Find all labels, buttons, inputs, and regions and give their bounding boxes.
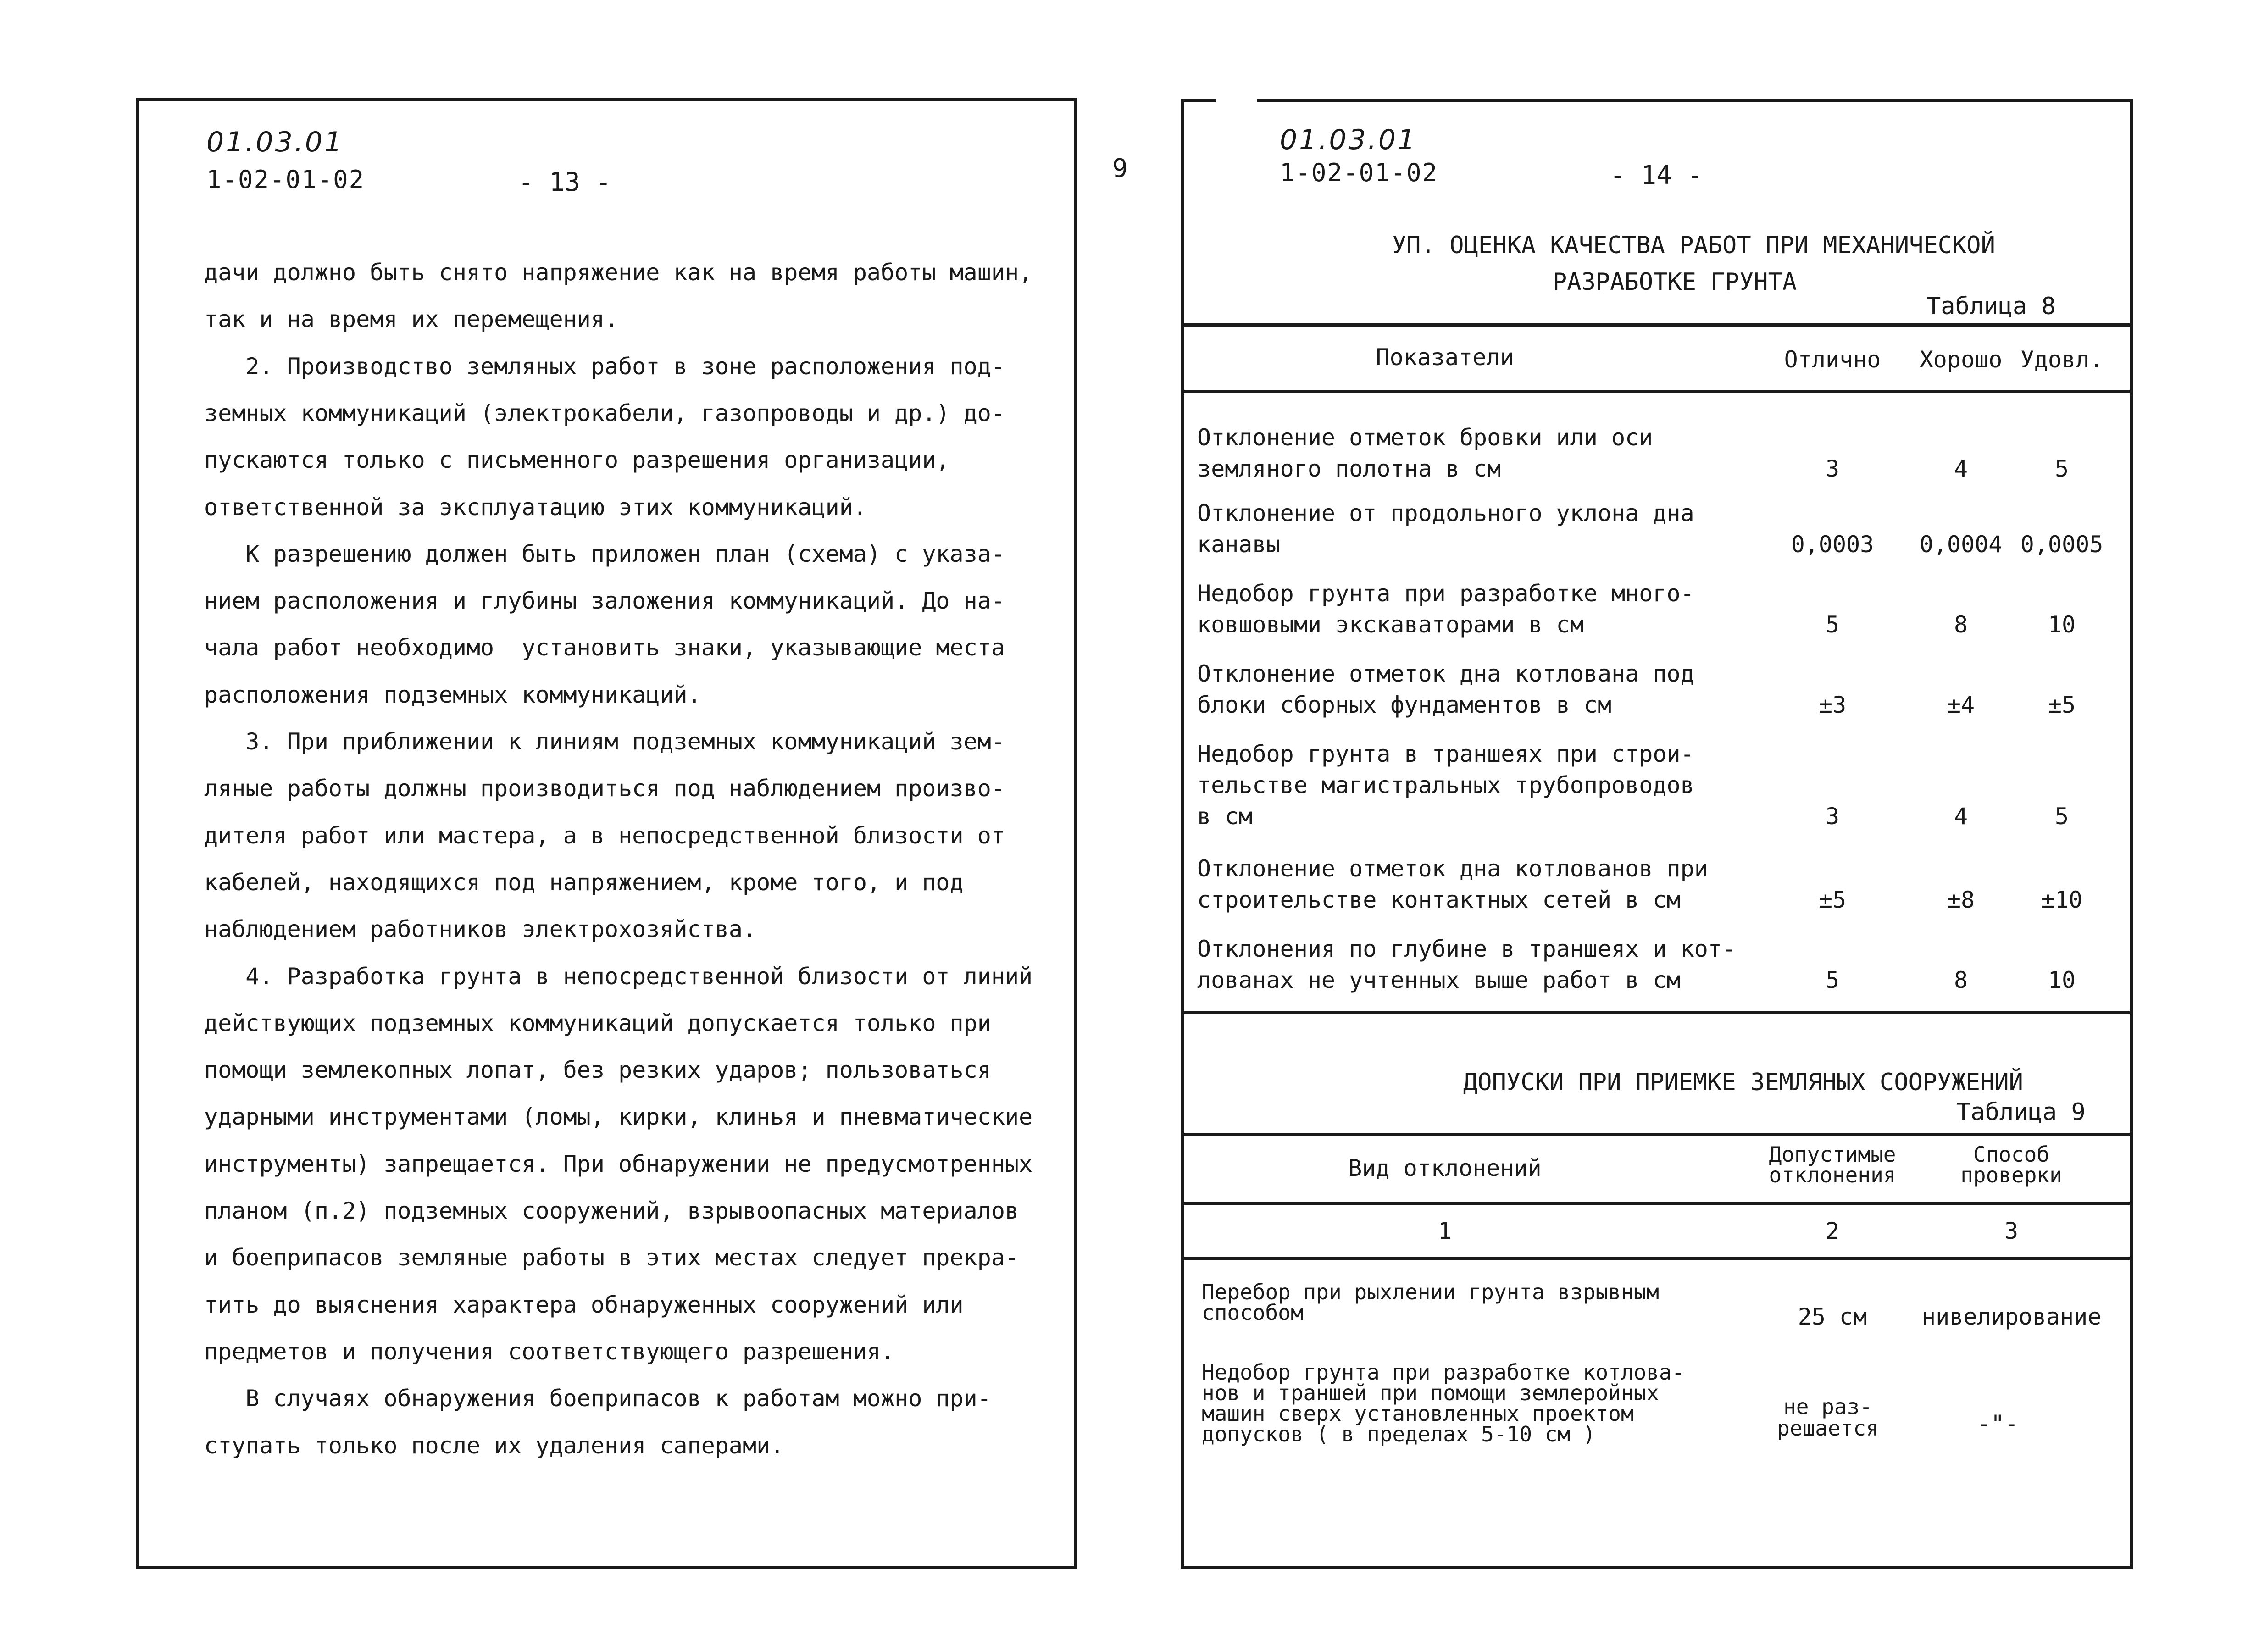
table8-row-name-line: Отклонение отметок дна котлованов при [1197, 855, 1708, 882]
table8-row-value: 4 [1954, 455, 1968, 482]
table9-row2-tolerance-line2: решается [1777, 1416, 1879, 1441]
table9-top-rule [1181, 1133, 2133, 1136]
table8-header-good: Хорошо [1919, 346, 2003, 373]
table9-row2-name-line2: нов и траншей при помощи землеройных [1202, 1380, 1659, 1405]
table8-row-value: 4 [1954, 803, 1968, 830]
center-page-number: 9 [1112, 154, 1128, 183]
right-page-number: - 14 - [1610, 161, 1703, 190]
left-body-line: ударными инструментами (ломы, кирки, клинья и пневматические [204, 1103, 1033, 1130]
left-body-line: так и на время их перемещения. [204, 306, 619, 333]
left-body-line: земных коммуникаций (электрокабели, газопроводы и др.) до- [204, 400, 1005, 427]
left-body-line: дителя работ или мастера, а в непосредственной близости от [204, 822, 1005, 849]
right-handwritten-code: 01.03.01 [1280, 124, 1417, 156]
table8-row-name-line: в см [1197, 803, 1253, 830]
table8-row-name-line: тельстве магистральных трубопроводов [1197, 772, 1694, 798]
left-body-line: наблюдением работников электрохозяйства. [204, 916, 757, 942]
table8-row-value: ±5 [1818, 887, 1847, 913]
left-body-line: помощи землекопных лопат, без резких ударов; пользоваться [204, 1057, 991, 1083]
right-page-top-border-left [1181, 99, 1216, 102]
left-body-line: нием расположения и глубины заложения коммуникаций. До на- [204, 588, 1005, 614]
table8-row-name-line: Отклонение от продольного уклона дна [1197, 500, 1694, 527]
table8-row-value: ±10 [2041, 887, 2083, 913]
left-body-line: расположения подземных коммуникаций. [204, 682, 701, 708]
left-body-line: ответственной за эксплуатацию этих коммуникаций. [204, 494, 867, 521]
left-body-line: инструменты) запрещается. При обнаружении не предусмотренных [204, 1151, 1033, 1177]
table8-row-value: ±5 [2048, 692, 2076, 718]
left-body-line: и боеприпасов земляные работы в этих местах следует прекра- [204, 1244, 1019, 1271]
table8-header-excellent: Отлично [1784, 346, 1881, 373]
table8-row-name-line: блоки сборных фундаментов в см [1197, 692, 1612, 718]
table8-row-name-line: Отклонения по глубине в траншеях и кот- [1197, 936, 1736, 962]
table8-top-rule [1181, 323, 2133, 327]
left-body-line: пускаются только с письменного разрешения организации, [204, 447, 950, 473]
left-body-line: чала работ необходимо установить знаки, указывающие места [204, 634, 1005, 661]
left-body-line: предметов и получения соответствующего разрешения. [204, 1338, 895, 1365]
table8-row-value: 3 [1825, 455, 1840, 482]
right-doc-code: 1-02-01-02 [1280, 158, 1438, 187]
left-body-line: действующих подземных коммуникаций допускается только при [204, 1010, 991, 1037]
table9-colnum-3: 3 [2004, 1218, 2019, 1244]
table9-row2-method: -"- [1977, 1410, 2019, 1437]
table8-row-name-line: Отклонение отметок дна котлована под [1197, 660, 1694, 687]
table8-row-value: 10 [2048, 611, 2076, 638]
table9-row1-tolerance: 25 см [1798, 1303, 1867, 1330]
left-body-line: К разрешению должен быть приложен план (схема) с указа- [204, 541, 1005, 567]
table8-row-value: ±3 [1818, 692, 1847, 718]
table8-header-indicators: Показатели [1376, 344, 1514, 371]
section-title-line1: УП. ОЦЕНКА КАЧЕСТВА РАБОТ ПРИ МЕХАНИЧЕСКОЙ [1392, 232, 1995, 259]
table8-header-satisfactory: Удовл. [2020, 346, 2104, 373]
left-body-line: кабелей, находящихся под напряжением, кроме того, и под [204, 869, 964, 896]
table8-row-value: 8 [1954, 611, 1968, 638]
table9-row2-name-line1: Недобор грунта при разработке котлова- [1202, 1360, 1685, 1385]
table8-row-name-line: ковшовыми экскаваторами в см [1197, 611, 1584, 638]
left-body-line: 3. При приближении к линиям подземных коммуникаций зем- [204, 728, 1005, 755]
table9-colnum-2: 2 [1825, 1218, 1840, 1244]
left-body-line: ляные работы должны производиться под наблюдением произво- [204, 775, 1005, 802]
table8-row-value: ±8 [1947, 887, 1975, 913]
section-title-line2: РАЗРАБОТКЕ ГРУНТА [1553, 268, 1797, 296]
table9-row2-tolerance-line1: не раз- [1783, 1394, 1872, 1419]
table8-row-value: ±4 [1947, 692, 1975, 718]
table8-row-name-line: канавы [1197, 531, 1280, 558]
table8-row-value: 10 [2048, 967, 2076, 993]
left-body-line: 4. Разработка грунта в непосредственной близости от линий [204, 963, 1033, 990]
table9-header-kind: Вид отклонений [1348, 1155, 1542, 1181]
left-body-line: ступать только после их удаления саперами. [204, 1432, 784, 1459]
table8-row-name-line: земляного полотна в см [1197, 455, 1501, 482]
table9-row1-name-line2: способом [1202, 1300, 1304, 1325]
table8-row-value: 8 [1954, 967, 1968, 993]
left-page-number: - 13 - [518, 167, 611, 197]
table8-row-value: 5 [2054, 455, 2069, 482]
table8-row-value: 0,0004 [1919, 531, 2003, 558]
table9-colnum-rule [1181, 1257, 2133, 1260]
table8-bottom-rule [1181, 1011, 2133, 1014]
table8-row-value: 5 [2054, 803, 2069, 830]
right-page-top-border-right [1257, 99, 2133, 102]
table8-row-name-line: лованах не учтенных выше работ в см [1197, 967, 1681, 993]
table9-header-method: Способ проверки [1960, 1142, 2062, 1188]
left-body-line: 2. Производство земляных работ в зоне расположения под- [204, 353, 1005, 380]
table9-row2-name-line4: допусков ( в пределах 5-10 см ) [1202, 1422, 1596, 1447]
table8-row-value: 3 [1825, 803, 1840, 830]
table8-row-value: 0,0005 [2020, 531, 2104, 558]
left-body-line: планом (п.2) подземных сооружений, взрывоопасных материалов [204, 1197, 1019, 1224]
left-body-line: дачи должно быть снято напряжение как на время работы машин, [204, 259, 1033, 286]
table9-header-tolerance: Допустимые отклонения [1769, 1142, 1896, 1188]
left-body-line: тить до выяснения характера обнаруженных сооружений или [204, 1292, 964, 1318]
table9-row2-name-line3: машин сверх установленных проектом [1202, 1401, 1634, 1426]
table8-row-value: 5 [1825, 967, 1840, 993]
left-handwritten-code: 01.03.01 [206, 126, 344, 158]
table8-header-rule [1181, 390, 2133, 393]
table9-colnum-1: 1 [1438, 1218, 1452, 1244]
table8-row-name-line: Отклонение отметок бровки или оси [1197, 424, 1653, 451]
table8-row-value: 5 [1825, 611, 1840, 638]
table9-title: ДОПУСКИ ПРИ ПРИЕМКЕ ЗЕМЛЯНЫХ СООРУЖЕНИЙ [1463, 1069, 2023, 1096]
table8-label: Таблица 8 [1926, 293, 2056, 320]
table9-header-rule [1181, 1202, 2133, 1205]
left-doc-code: 1-02-01-02 [206, 165, 365, 194]
table8-row-value: 0,0003 [1791, 531, 1874, 558]
table8-row-name-line: Недобор грунта при разработке много- [1197, 580, 1694, 607]
table8-row-name-line: Недобор грунта в траншеях при строи- [1197, 741, 1694, 767]
table9-row1-method: нивелирование [1922, 1303, 2102, 1330]
table9-row1-name-line1: Перебор при рыхлении грунта взрывным [1202, 1280, 1659, 1304]
table9-label: Таблица 9 [1956, 1098, 2086, 1126]
table8-row-name-line: строительстве контактных сетей в см [1197, 887, 1681, 913]
left-body-line: В случаях обнаружения боеприпасов к работам можно при- [204, 1385, 991, 1412]
